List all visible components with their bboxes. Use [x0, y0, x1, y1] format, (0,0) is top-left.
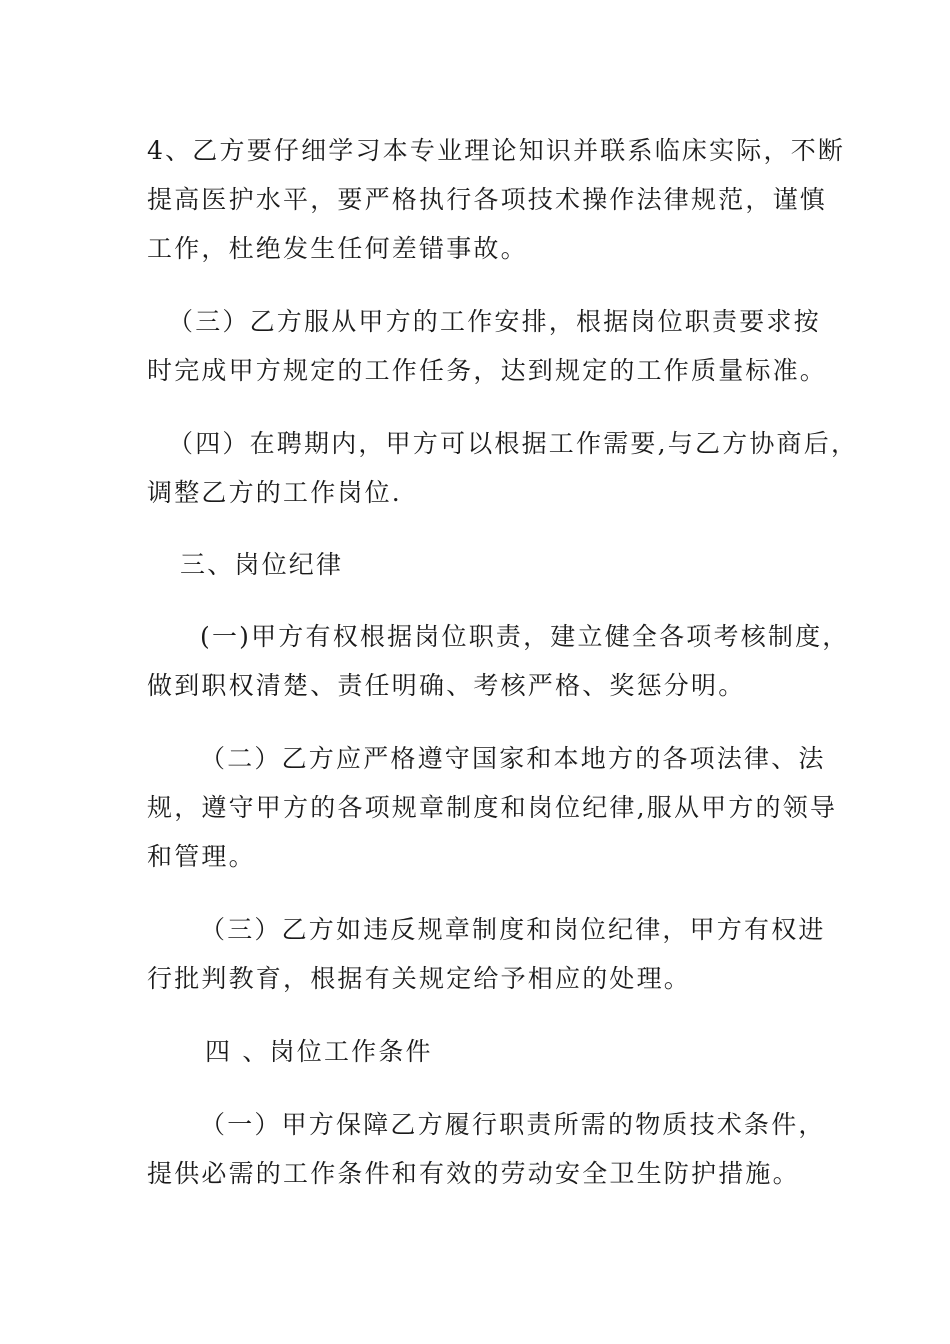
paragraph-6-line-1: （二）乙方应严格遵守国家和本地方的各项法律、法 — [200, 744, 826, 773]
paragraph-1-line-3: 工作，杜绝发生任何差错事故。 — [147, 234, 528, 263]
paragraph-7-line-1: （三）乙方如违反规章制度和岗位纪律，甲方有权进 — [200, 915, 826, 944]
paragraph-5-line-1: (一)甲方有权根据岗位职责，建立健全各项考核制度， — [200, 622, 850, 651]
paragraph-1-line-2: 提高医护水平，要严格执行各项技术操作法律规范，谨慎 — [147, 185, 828, 214]
paragraph-3-line-2: 调整乙方的工作岗位. — [147, 478, 402, 507]
paragraph-3-line-1: （四）在聘期内，甲方可以根据工作需要,与乙方协商后， — [168, 429, 859, 458]
section-heading-3: 三、岗位纪律 — [180, 550, 344, 579]
paragraph-5-line-2: 做到职权清楚、责任明确、考核严格、奖惩分明。 — [147, 671, 746, 700]
paragraph-1-line-1: 4、乙方要仔细学习本专业理论知识并联系临床实际，不断 — [147, 136, 846, 165]
paragraph-6-line-3: 和管理。 — [147, 842, 256, 871]
paragraph-2-line-1: （三）乙方服从甲方的工作安排，根据岗位职责要求按 — [168, 307, 821, 336]
section-heading-4: 四 、岗位工作条件 — [205, 1037, 433, 1066]
paragraph-9-line-2: 提供必需的工作条件和有效的劳动安全卫生防护措施。 — [147, 1159, 800, 1188]
paragraph-6-line-2: 规，遵守甲方的各项规章制度和岗位纪律,服从甲方的领导 — [147, 793, 838, 822]
paragraph-2-line-2: 时完成甲方规定的工作任务，达到规定的工作质量标准。 — [147, 356, 828, 385]
paragraph-7-line-2: 行批判教育，根据有关规定给予相应的处理。 — [147, 964, 692, 993]
paragraph-9-line-1: （一）甲方保障乙方履行职责所需的物质技术条件， — [200, 1110, 826, 1139]
